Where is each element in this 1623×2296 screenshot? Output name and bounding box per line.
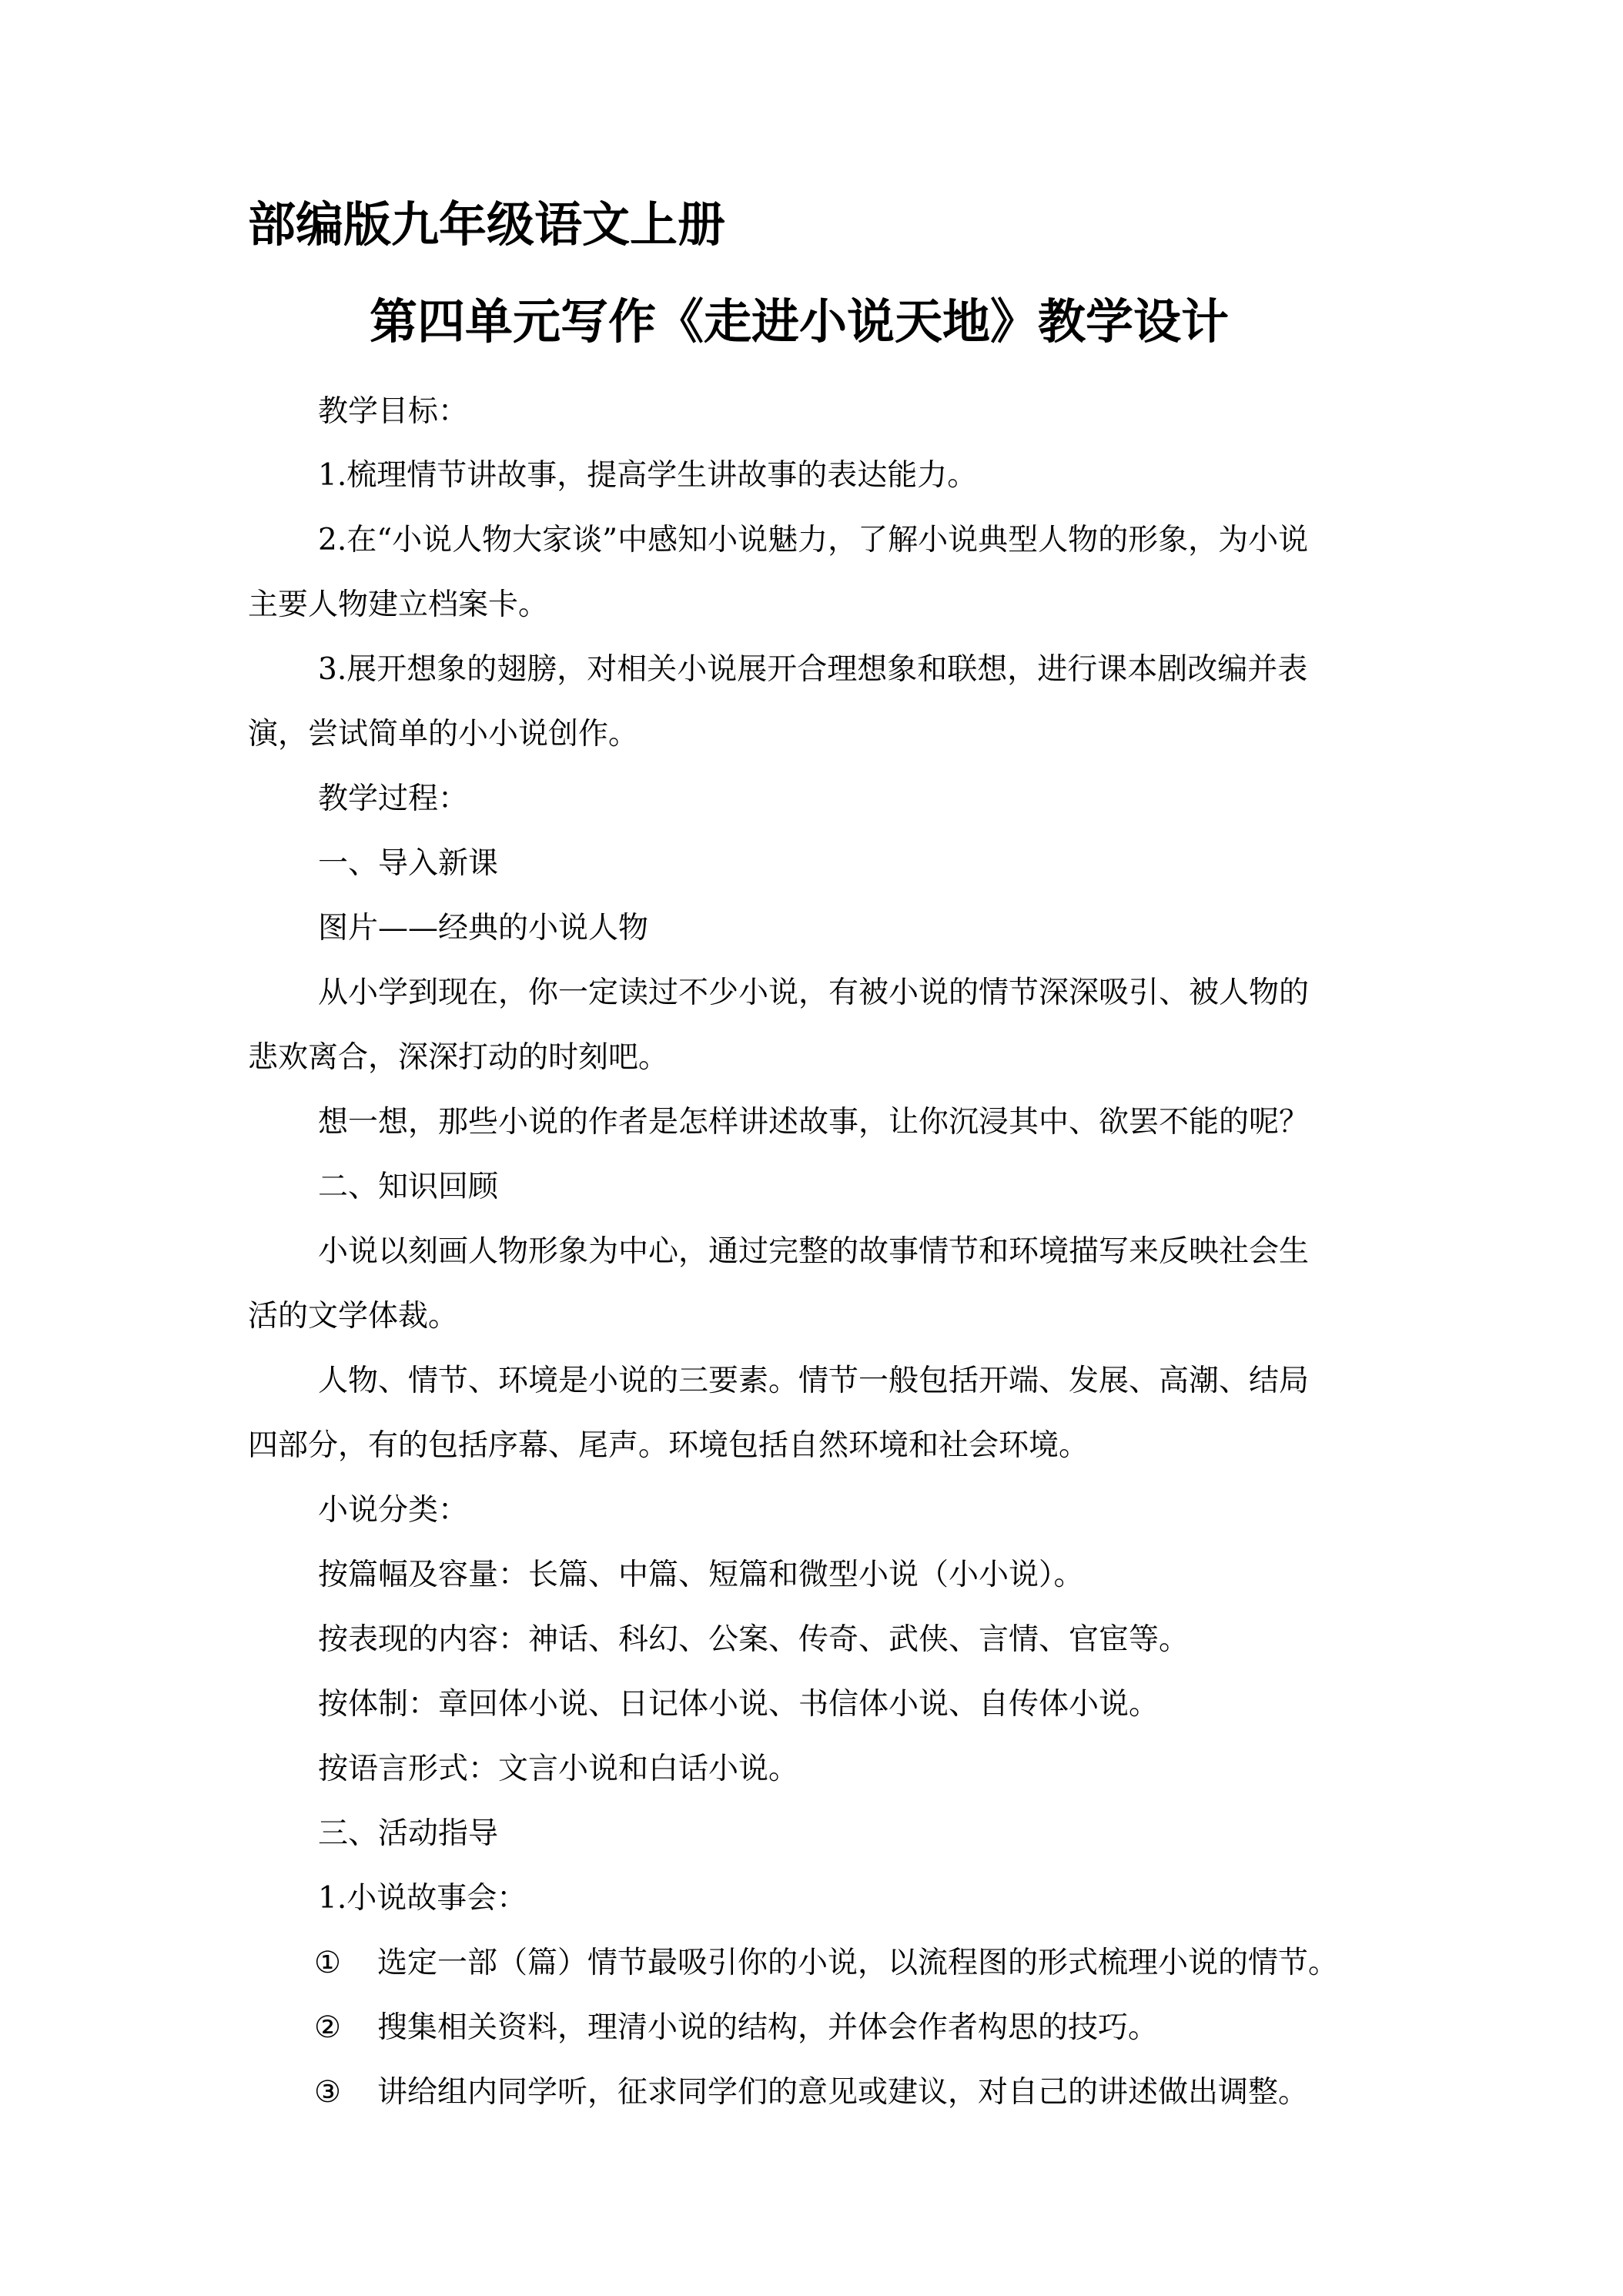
paragraph-line: 按体制：章回体小说、日记体小说、书信体小说、自传体小说。 [318, 1687, 1160, 1722]
paragraph-line: 3.展开想象的翅膀，对相关小说展开合理想象和联想，进行课本剧改编并表 [318, 652, 1308, 687]
paragraph-line: 想一想，那些小说的作者是怎样讲述故事，让你沉浸其中、欲罢不能的呢？ [318, 1105, 1310, 1140]
step-number-1: ① [314, 1946, 341, 1980]
paragraph-line: 四部分，有的包括序幕、尾声。环境包括自然环境和社会环境。 [248, 1428, 1089, 1463]
section-heading: 教学过程： [318, 782, 469, 816]
section-heading: 教学目标： [318, 394, 469, 429]
paragraph-line: 小说以刻画人物形象为中心，通过完整的故事情节和环境描写来反映社会生 [318, 1234, 1310, 1269]
paragraph-line: 图片——经典的小说人物 [318, 911, 649, 946]
step-number-3: ③ [314, 2075, 341, 2110]
step-number-2: ② [314, 2010, 341, 2045]
step-text-3: 讲给组内同学听，征求同学们的意见或建议，对自己的讲述做出调整。 [377, 2075, 1309, 2110]
paragraph-line: 1.小说故事会： [318, 1881, 527, 1916]
paragraph-line: 活的文学体裁。 [248, 1299, 459, 1334]
paragraph-line: 悲欢离合，深深打动的时刻吧。 [248, 1040, 669, 1075]
paragraph-line: 1.梳理情节讲故事，提高学生讲故事的表达能力。 [318, 458, 978, 493]
paragraph-line: 人物、情节、环境是小说的三要素。情节一般包括开端、发展、高潮、结局 [318, 1364, 1310, 1398]
step-text-2: 搜集相关资料，理清小说的结构，并体会作者构思的技巧。 [377, 2010, 1159, 2045]
paragraph-line: 演，尝试简单的小小说创作。 [248, 717, 639, 751]
paragraph-line: 从小学到现在，你一定读过不少小说，有被小说的情节深深吸引、被人物的 [318, 976, 1310, 1010]
paragraph-line: 按语言形式：文言小说和白话小说。 [318, 1752, 799, 1786]
section-heading: 二、知识回顾 [318, 1170, 499, 1204]
section-heading: 三、活动指导 [318, 1816, 499, 1851]
paragraph-line: 2.在“小说人物大家谈”中感知小说魅力，了解小说典型人物的形象，为小说 [318, 523, 1309, 557]
paragraph-line: 按篇幅及容量：长篇、中篇、短篇和微型小说（小小说）。 [318, 1558, 1084, 1592]
document-title: 部编版九年级语文上册 [248, 196, 726, 253]
step-text-1: 选定一部（篇）情节最吸引你的小说，以流程图的形式梳理小说的情节。 [377, 1946, 1339, 1980]
paragraph-line: 小说分类： [318, 1493, 469, 1528]
paragraph-line: 按表现的内容：神话、科幻、公案、传奇、武侠、言情、官宦等。 [318, 1622, 1190, 1657]
section-heading: 一、导入新课 [318, 846, 499, 881]
document-subtitle: 第四单元写作《走进小说天地》教学设计 [370, 293, 1230, 350]
paragraph-line: 主要人物建立档案卡。 [248, 587, 549, 622]
